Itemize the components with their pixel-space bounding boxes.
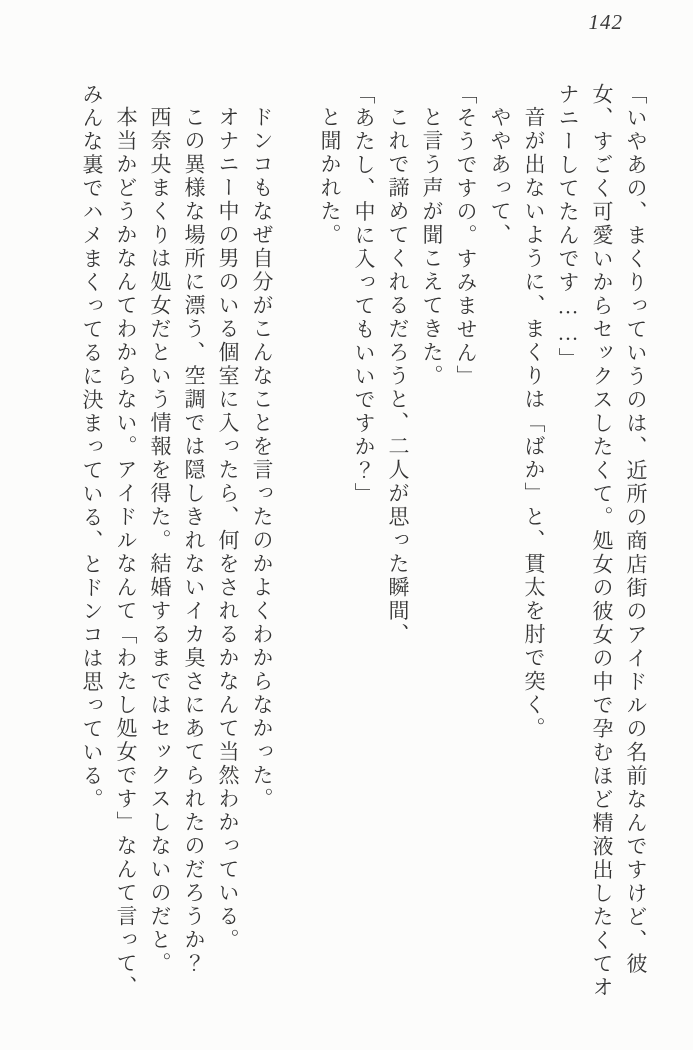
paragraph-break: [279, 83, 313, 1007]
paragraph: この異様な場所に漂う、空調では隠しきれないイカ臭さにあてられたのだろうか？: [182, 106, 206, 976]
paragraph: ややあって、: [488, 106, 512, 247]
paragraph: 本当かどうかなんてわからない。アイドルなんて「わたし処女です」なんて言って、みんな裏でハメまくってるに決まっている、とドンコは思っている。: [80, 83, 138, 999]
page-number: 142: [588, 10, 623, 34]
paragraph: と言う声が聞こえてきた。: [420, 106, 444, 388]
paragraph: 「あたし、中に入ってもいいですか？」: [352, 83, 376, 506]
paragraph: これで諦めてくれるだろうと、二人が思った瞬間、: [386, 106, 410, 647]
novel-text-block: [75, 83, 653, 1007]
paragraph: 西奈央まくりは処女だという情報を得た。結婚するまではセックスしないのだと。: [148, 106, 172, 976]
paragraph: と聞かれた。: [318, 106, 342, 247]
paragraph: オナニー中の男のいる個室に入ったら、何をされるかなんて当然わかっている。: [216, 106, 240, 952]
paragraph: 「そうですの。すみません」: [454, 83, 478, 389]
paragraph: 音が出ないように、まくりは「ばか」と、貫太を肘で突く。: [522, 106, 546, 741]
paragraph: ドンコもなぜ自分がこんなことを言ったのかよくわからなかった。: [250, 106, 274, 811]
paragraph: 「いやあの、まくりっていうのは、近所の商店街のアイドルの名前なんですけど、彼女、すごく可愛いからセックスしたくて。処女の彼女の中で孕むほど精液出したくてオナニーしてたんです……」: [556, 83, 648, 1000]
